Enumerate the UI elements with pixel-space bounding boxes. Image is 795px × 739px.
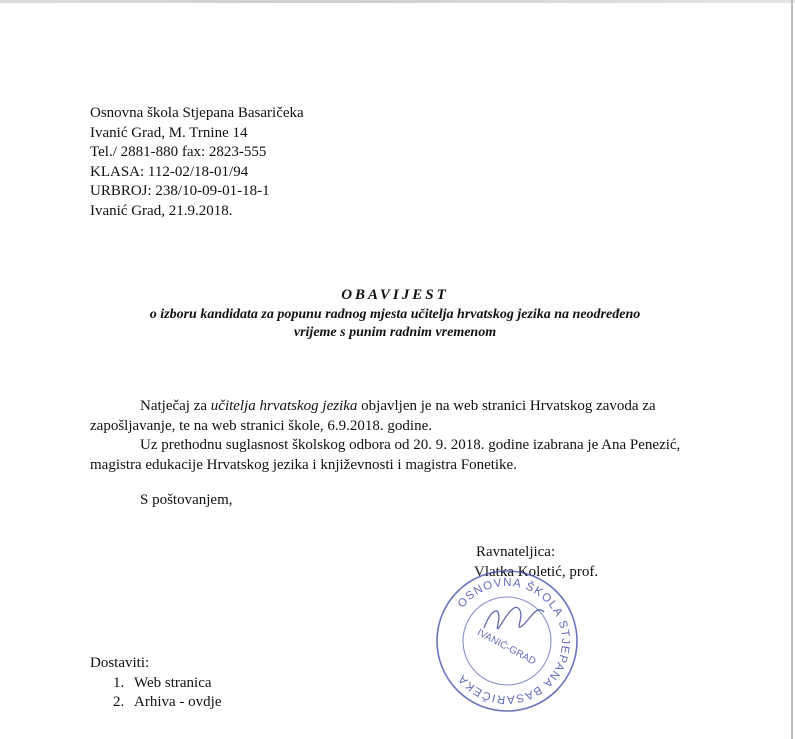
delivery-list-block xyxy=(90,654,221,713)
urbroj: URBROJ: 238/10-09-01-18-1 xyxy=(90,183,270,199)
letterhead xyxy=(90,104,304,221)
delivery-list xyxy=(90,674,221,713)
signature-name: Vlatka Koletić, prof. xyxy=(474,564,599,580)
scan-edge-top xyxy=(0,0,795,3)
stamp-center-text: IVANIĆ-GRAD xyxy=(475,627,538,668)
p1-post: objavljen je na web stranici Hrvatskog zavoda za zapošljavanje, te na web stranici škole, 6.9.2018. godine. xyxy=(90,398,656,434)
stamp-ring-text: OSNOVNA ŠKOLA STJEPANA BASARIČEKA xyxy=(455,576,572,706)
school-name: Osnovna škola Stjepana Basaričeka xyxy=(90,105,304,121)
delivery-item: 2. Arhiva - ovdje xyxy=(128,693,221,713)
body-paragraph-1 xyxy=(90,397,710,436)
document-subtitle xyxy=(0,306,790,342)
delivery-item: 1. Web stranica xyxy=(128,674,221,694)
p1-pre: Natječaj za xyxy=(140,398,211,414)
subtitle-line-2: vrijeme s punim radnim vremenom xyxy=(293,325,497,340)
document-title: OBAVIJEST xyxy=(341,287,449,303)
handwritten-signature xyxy=(484,607,544,628)
official-stamp xyxy=(432,566,582,716)
stamp-graphic xyxy=(432,566,582,716)
document-body xyxy=(90,397,710,475)
delivery-label: Dostaviti: xyxy=(90,655,150,671)
school-address: Ivanić Grad, M. Trnine 14 xyxy=(90,124,248,141)
klasa: KLASA: 112-02/18-01/94 xyxy=(90,163,249,180)
salutation: S poštovanjem, xyxy=(140,492,233,508)
signature-role: Ravnateljica: xyxy=(476,544,556,560)
p1-emphasis: učitelja hrvatskog jezika xyxy=(210,398,358,414)
subtitle-line-1: o izboru kandidata za popunu radnog mjesta učitelja hrvatskog jezika na neodređeno xyxy=(149,307,641,322)
scan-edge-right xyxy=(791,0,793,739)
place-date: Ivanić Grad, 21.9.2018. xyxy=(90,202,233,219)
body-paragraph-2: Uz prethodnu suglasnost školskog odbora od 20. 9. 2018. godine izabrana je Ana Penezić, magistra edukacije Hrvatskog jezika i književnosti i magistra Fonetike. xyxy=(90,437,681,473)
school-phone: Tel./ 2881-880 fax: 2823-555 xyxy=(90,144,267,160)
